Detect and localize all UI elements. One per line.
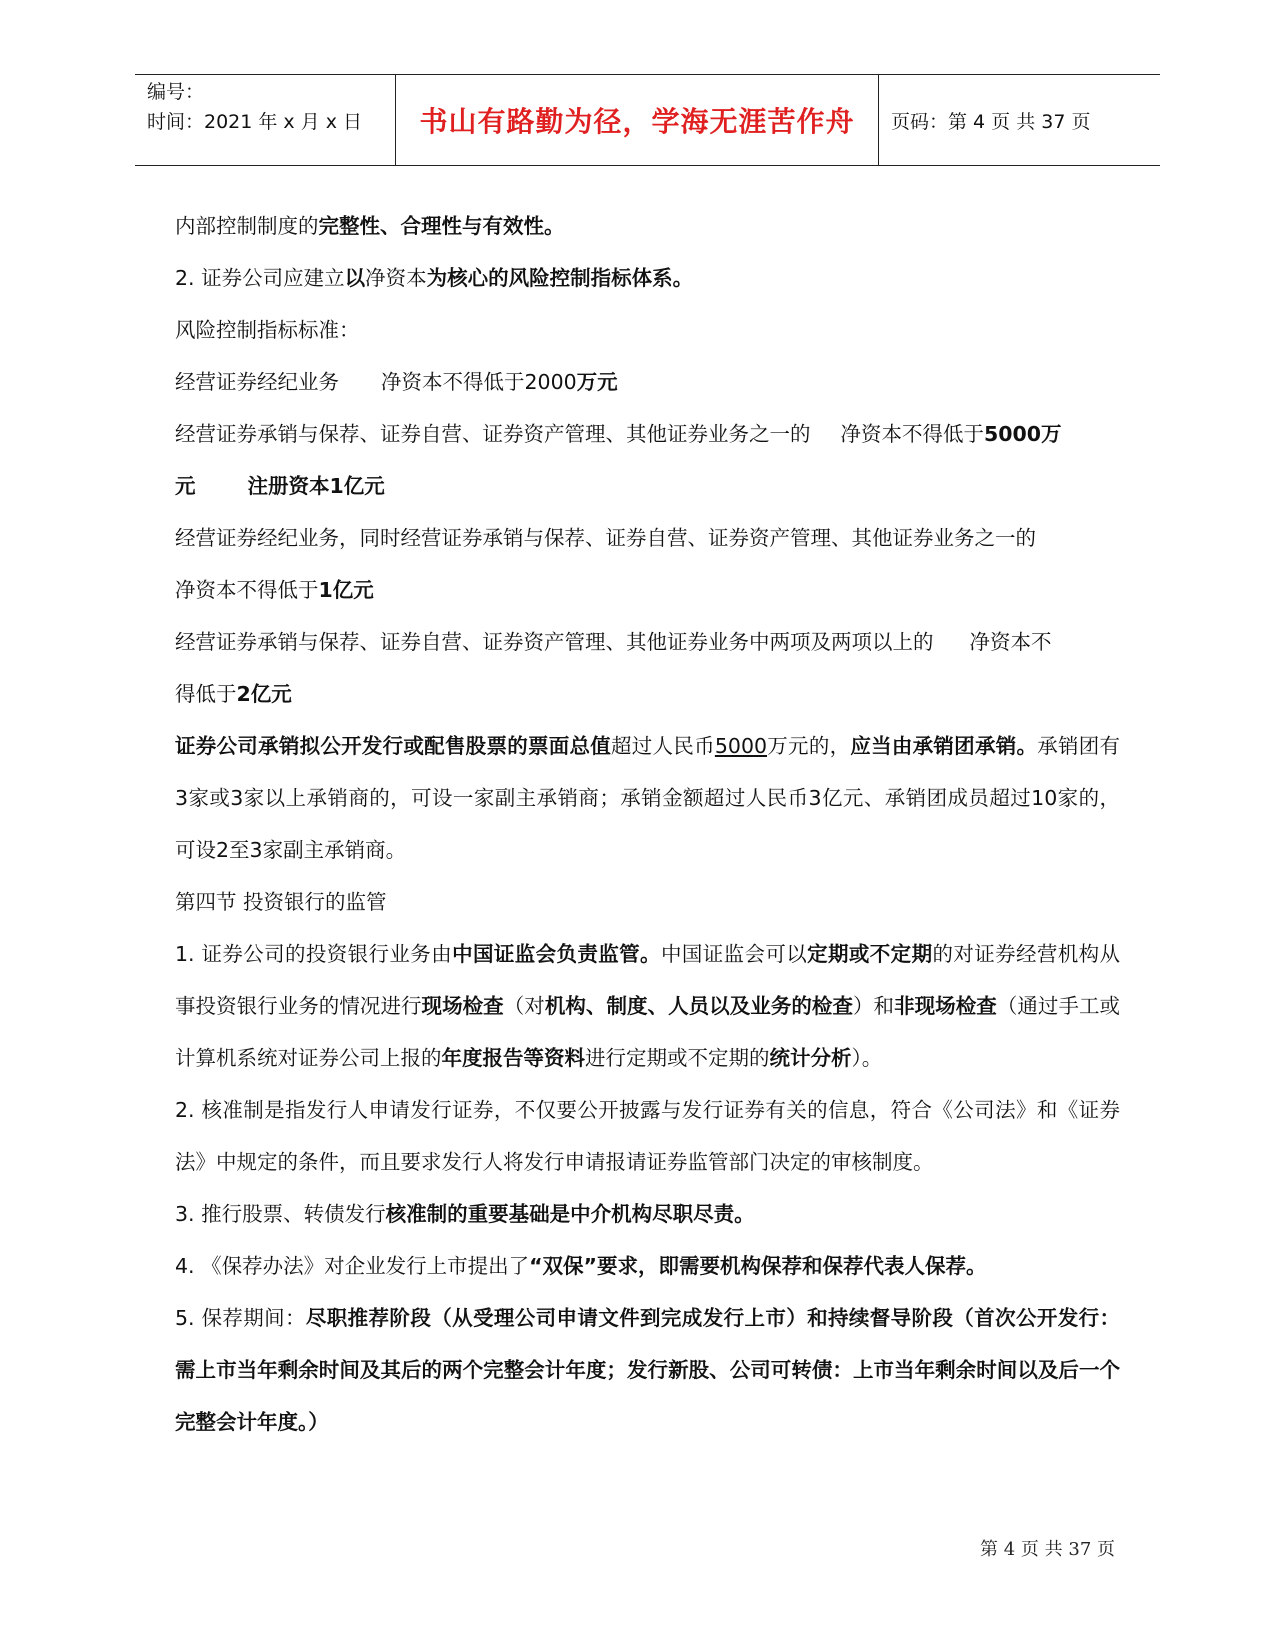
line-9 bbox=[175, 616, 1120, 668]
paragraph-supervision bbox=[175, 928, 1120, 1084]
paragraph-sponsor-period bbox=[175, 1292, 1120, 1448]
line-3: 风险控制指标标准： bbox=[175, 318, 360, 342]
bold-text: “双保”要求，即需要机构保荐和保荐代表人保荐。 bbox=[529, 1254, 987, 1278]
text: 得低于 bbox=[175, 682, 237, 706]
bold-text: 机构、制度、人员以及业务的检查 bbox=[544, 994, 853, 1018]
text: 万元的， bbox=[767, 734, 851, 758]
text: （通过手工或计算机系统对证券公司上报的 bbox=[175, 994, 1120, 1070]
bold-text: 尽职推荐阶段（从受理公司申请文件到完成发行上市）和持续督导阶段（首次公开发行：需上市当年剩余时间及其后的两个完整会计年度；发行新股、公司可转债：上市当年剩余时间以及后一个完整会计年度。） bbox=[175, 1306, 1120, 1434]
bold-text: 2亿元 bbox=[236, 682, 292, 706]
text: 的对证券经营机构从事投资银行业务的情况进行 bbox=[175, 942, 1120, 1018]
line-2 bbox=[175, 252, 1120, 304]
text: 净资本不得低于 bbox=[175, 578, 319, 602]
line-10 bbox=[175, 668, 1120, 720]
bold-text: 中国证监会负责监管。 bbox=[452, 942, 661, 966]
text: （对 bbox=[503, 994, 545, 1018]
text: ）。 bbox=[851, 1046, 883, 1070]
text: 净资本不 bbox=[969, 630, 1052, 654]
text: 承销团有3家或3家以上承销商的，可设一家副主承销商；承销金额超过人民币3亿元、承销团成员超过10家的，可设2至3家副主承销商。 bbox=[175, 734, 1120, 862]
text: 经营证券经纪业务 bbox=[175, 370, 339, 394]
text: 4. 《保荐办法》对企业发行上市提出了 bbox=[175, 1254, 530, 1278]
line-1 bbox=[175, 200, 1120, 252]
text: 5. 保荐期间： bbox=[175, 1306, 306, 1330]
bold-text: 元 bbox=[175, 474, 196, 498]
bold-text: 以 bbox=[344, 266, 366, 290]
time-label: 时间：2021 年 x 月 x 日 bbox=[147, 111, 363, 133]
text: 经营证券承销与保荐、证券自营、证券资产管理、其他证券业务之一的 bbox=[175, 422, 811, 446]
bold-text: 万元 bbox=[576, 370, 618, 394]
text: 净资本不得低于2000 bbox=[381, 370, 577, 394]
bold-text: 非现场检查 bbox=[894, 994, 997, 1018]
line-7: 经营证券经纪业务，同时经营证券承销与保荐、证券自营、证券资产管理、其他证券业务之一的 bbox=[175, 526, 1036, 550]
line-15 bbox=[175, 1188, 1120, 1240]
bold-text: 定期或不定期 bbox=[807, 942, 933, 966]
text: 1. 证券公司的投资银行业务由 bbox=[175, 942, 453, 966]
number-label: 编号： bbox=[147, 81, 205, 103]
text: 2. 证券公司应建立 bbox=[175, 266, 345, 290]
bold-text: 证券公司承销拟公开发行或配售股票的票面总值 bbox=[175, 734, 612, 758]
page-footer: 第 4 页 共 37 页 bbox=[980, 1539, 1115, 1560]
header-motto: 书山有路勤为径，学海无涯苦作舟 bbox=[396, 75, 879, 165]
bold-text: 年度报告等资料 bbox=[441, 1046, 585, 1070]
text: ）和 bbox=[853, 994, 895, 1018]
bold-text: 统计分析 bbox=[769, 1046, 852, 1070]
text: 净资本 bbox=[365, 266, 427, 290]
bold-text: 5000万 bbox=[984, 422, 1062, 446]
header-page-info: 页码：第 4 页 共 37 页 bbox=[891, 110, 1091, 133]
text: 净资本不得低于 bbox=[840, 422, 984, 446]
underlined-text: 5000 bbox=[714, 734, 768, 758]
paragraph-approval-system: 2. 核准制是指发行人申请发行证券，不仅要公开披露与发行证券有关的信息，符合《公司法》和《证券法》中规定的条件，而且要求发行人将发行申请报请证券监管部门决定的审核制度。 bbox=[175, 1098, 1120, 1174]
text: 3. 推行股票、转债发行 bbox=[175, 1202, 386, 1226]
line-5 bbox=[175, 408, 1120, 460]
line-4 bbox=[175, 356, 1120, 408]
line-16 bbox=[175, 1240, 1120, 1292]
text: 内部控制制度的 bbox=[175, 214, 319, 238]
bold-text: 应当由承销团承销。 bbox=[850, 734, 1038, 758]
bold-text: 1亿元 bbox=[318, 578, 374, 602]
paragraph-underwriting bbox=[175, 720, 1120, 876]
page-header bbox=[135, 74, 1160, 166]
bold-text: 核准制的重要基础是中介机构尽职尽责。 bbox=[385, 1202, 755, 1226]
line-8 bbox=[175, 564, 1120, 616]
bold-text: 完整性、合理性与有效性。 bbox=[318, 214, 565, 238]
bold-text: 现场检查 bbox=[421, 994, 504, 1018]
text: 中国证监会可以 bbox=[660, 942, 808, 966]
text: 超过人民币 bbox=[611, 734, 715, 758]
section-heading: 第四节 投资银行的监管 bbox=[175, 890, 387, 914]
bold-text: 为核心的风险控制指标体系。 bbox=[426, 266, 694, 290]
header-left-cell bbox=[135, 75, 396, 165]
document-body bbox=[175, 200, 1120, 1448]
bold-text: 注册资本1亿元 bbox=[247, 474, 385, 498]
text: 进行定期或不定期的 bbox=[585, 1046, 770, 1070]
line-6 bbox=[175, 460, 1120, 512]
text: 经营证券承销与保荐、证券自营、证券资产管理、其他证券业务中两项及两项以上的 bbox=[175, 630, 934, 654]
